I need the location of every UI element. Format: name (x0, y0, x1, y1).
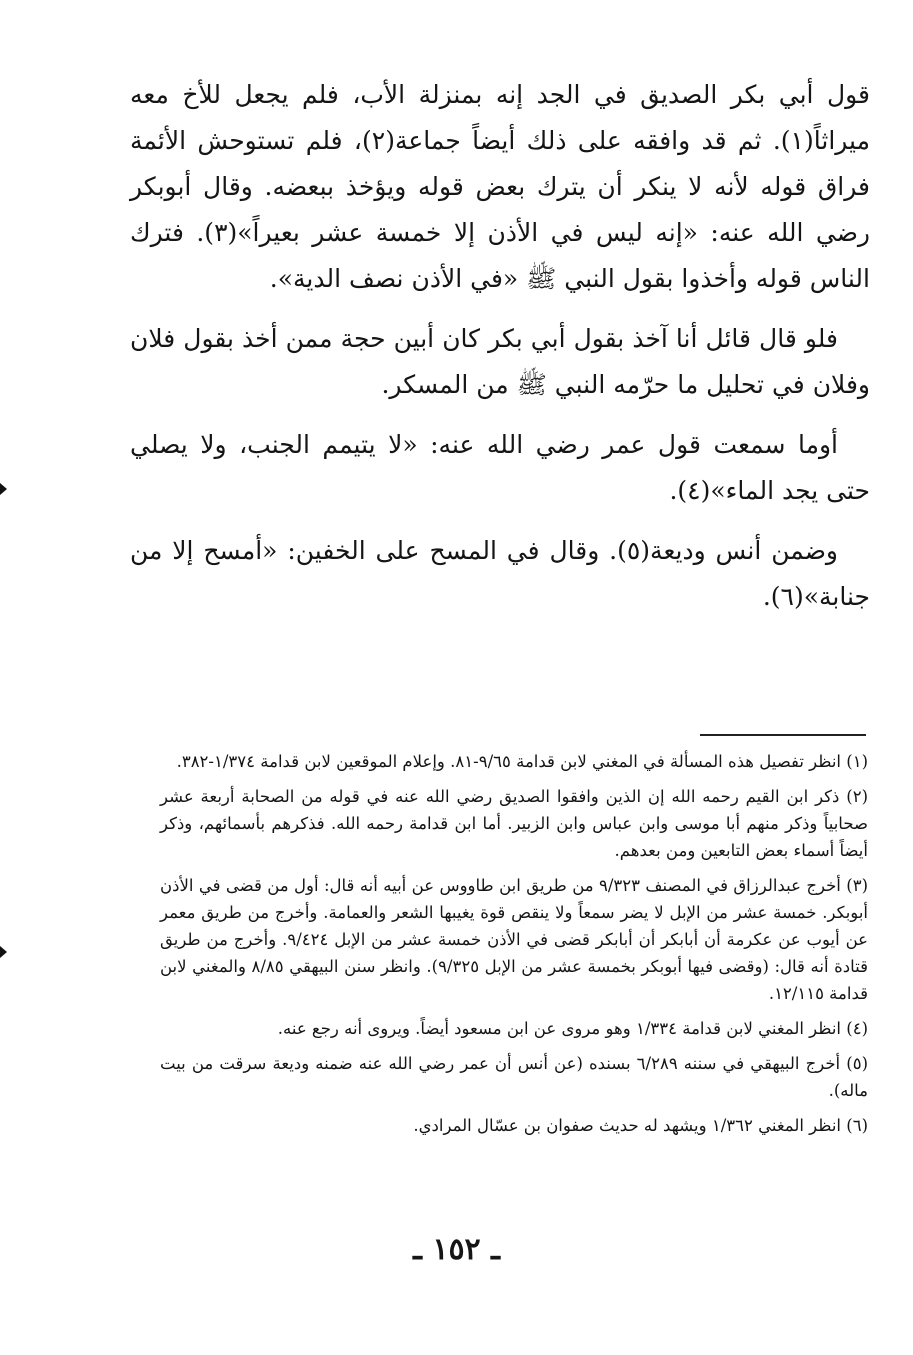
main-paragraph-3: أوما سمعت قول عمر رضي الله عنه: «لا يتيمم الجنب، ولا يصلي حتى يجد الماء»(٤). (130, 430, 870, 505)
footnote-divider (700, 734, 866, 736)
footnote-3: (٣) أخرج عبدالرزاق في المصنف ٩/٣٢٣ من طريق ابن طاووس عن أبيه أنه قال: أول من قضى في الأذن أبوبكر. خمسة عشر من الإبل لا يضر سمعاً ولا ينقص قوة يغيبها الشعر والعمامة. وأخرج من طريق معمر عن أيوب عن عكرمة أن أبابكر أن أبابكر قضى في الأذن خمسة عشر من الإبل ٩/٤٢٤. وأخرج من طريق قتادة أنه قال: (وقضى فيها أبوبكر بخمسة عشر من الإبل ٩/٣٢٥). وانظر سنن البيهقي ٨/٨٥ والمغني لابن قدامة ١٢/١١٥. (160, 876, 868, 1003)
main-paragraph-2: فلو قال قائل أنا آخذ بقول أبي بكر كان أبين حجة ممن أخذ بقول فلان وفلان في تحليل ما حرّمه النبي ﷺ من المسكر. (130, 324, 870, 399)
main-paragraph-4: وضمن أنس وديعة(٥). وقال في المسح على الخفين: «أمسح إلا من جنابة»(٦). (130, 536, 870, 611)
footnote-2: (٢) ذكر ابن القيم رحمه الله إن الذين وافقوا الصديق رضي الله عنه في قوله من الصحابة أربعة عشر صحابياً وذكر منهم أبا موسى وابن عباس وابن الزبير. أما ابن قدامة رحمه الله. فذكرهم بأسمائهم، وذكر أيضاً أسماء بعض التابعين ومن بعدهم. (160, 787, 868, 860)
footnote-4: (٤) انظر المغني لابن قدامة ١/٣٣٤ وهو مروى عن ابن مسعود أيضاً. ويروى أنه رجع عنه. (277, 1019, 868, 1038)
footnote-6: (٦) انظر المغني ١/٣٦٢ ويشهد له حديث صفوان بن عسّال المرادي. (413, 1116, 868, 1135)
scan-edge-mark (0, 483, 7, 495)
page-number: ـ ١٥٢ ـ (413, 1232, 500, 1267)
main-paragraph-1: قول أبي بكر الصديق في الجد إنه بمنزلة الأب، فلم يجعل للأخ معه ميراثاً(١). ثم قد وافقه على ذلك أيضاً جماعة(٢)، فلم تستوحش الأئمة فراق قوله لأنه لا ينكر أن يترك بعض قوله ويؤخذ ببعضه. وقال أبوبكر رضي الله عنه: «إنه ليس في الأذن إلا خمسة عشر بعيراً»(٣). فترك الناس قوله وأخذوا بقول النبي ﷺ «في الأذن نصف الدية». (130, 80, 871, 293)
scan-edge-mark (0, 946, 7, 958)
footnote-5: (٥) أخرج البيهقي في سننه ٦/٢٨٩ بسنده (عن أنس أن عمر رضي الله عنه ضمنه وديعة سرقت من بيت ماله). (160, 1054, 868, 1100)
footnotes-section (160, 748, 868, 1147)
main-text-body (130, 72, 870, 634)
footnote-1: (١) انظر تفصيل هذه المسألة في المغني لابن قدامة ٩/٦٥-٨١. وإعلام الموقعين لابن قدامة ١/٣٧٤-٣٨٢. (176, 752, 868, 771)
